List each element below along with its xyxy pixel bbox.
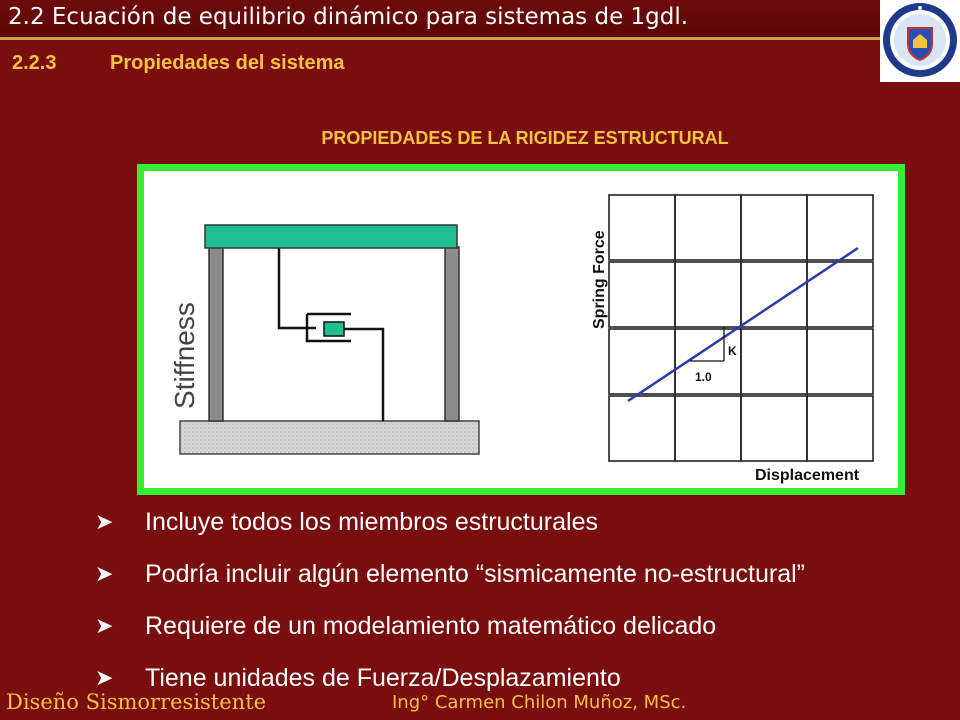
force-displacement-chart [591, 195, 873, 484]
arrow-bullet-icon: ➤ [95, 509, 114, 534]
stiffness-figure [137, 164, 905, 495]
stiffness-figure-svg [144, 171, 898, 488]
damper-link-top [279, 248, 316, 328]
foundation-texture [181, 422, 478, 453]
bullet-item [95, 548, 955, 600]
damper-link-bottom [344, 329, 383, 421]
bullet-text: Incluye todos los miembros estructurales [145, 507, 598, 536]
footer-course: Diseño Sismorresistente [6, 690, 267, 714]
frame-diagram [169, 225, 479, 454]
arrow-bullet-icon: ➤ [95, 665, 114, 690]
roof-beam [205, 225, 457, 248]
arrow-bullet-icon: ➤ [95, 561, 114, 586]
left-column [209, 247, 223, 421]
chart-xlabel: Displacement [755, 467, 860, 484]
arrow-bullet-icon: ➤ [95, 613, 114, 638]
chart-grid [609, 195, 873, 461]
section-number: 2.2.3 [12, 52, 57, 74]
right-column [445, 247, 459, 421]
bullet-item [95, 600, 955, 652]
university-seal-icon [880, 0, 960, 82]
bullet-list [95, 496, 955, 704]
bullet-text: Requiere de un modelamiento matemático delicado [145, 611, 717, 640]
slope-k-label: K [728, 344, 737, 358]
slope-run-label: 1.0 [695, 370, 712, 384]
bullet-text: Podría incluir algún elemento “sismicamente no-estructural” [145, 559, 806, 588]
figure-heading: PROPIEDADES DE LA RIGIDEZ ESTRUCTURAL [321, 128, 729, 148]
slide-title: 2.2 Ecuación de equilibrio dinámico para sistemas de 1gdl. [8, 4, 689, 30]
title-bar [0, 0, 880, 40]
footer-author: Ing° Carmen Chilon Muñoz, MSc. [392, 692, 687, 713]
bullet-text: Tiene unidades de Fuerza/Desplazamiento [145, 663, 621, 692]
section-title: Propiedades del sistema [110, 52, 345, 74]
stiffness-line [628, 248, 858, 401]
university-logo [880, 0, 960, 82]
stiffness-label: Stiffness [169, 302, 200, 409]
damper-piston [324, 322, 344, 336]
chart-ylabel: Spring Force [591, 230, 608, 329]
bullet-item [95, 496, 955, 548]
section-subtitle [12, 52, 345, 75]
